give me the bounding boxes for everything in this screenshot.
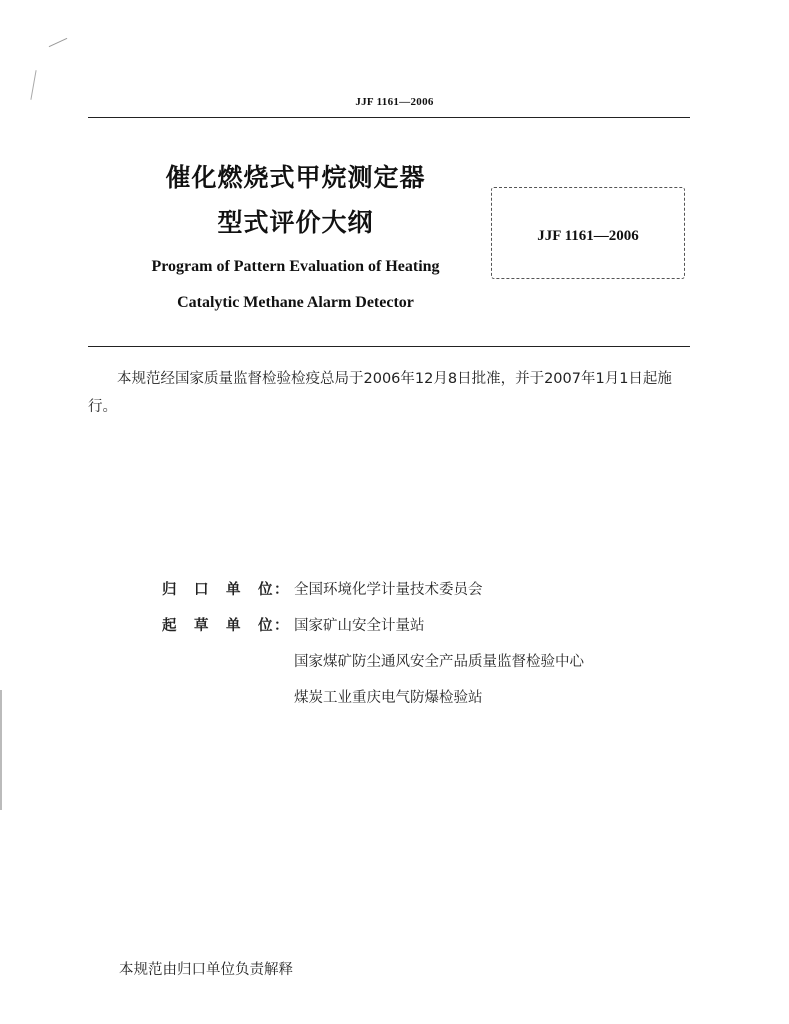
label-char: 草 — [194, 618, 209, 634]
label-char: 单 — [226, 582, 241, 598]
document-header-code: JJF 1161—2006 — [355, 96, 434, 108]
drafting-unit-value-3: 煤炭工业重庆电气防爆检验站 — [294, 690, 483, 706]
interpretation-note: 本规范由归口单位负责解释 — [119, 962, 293, 978]
title-english-line1: Program of Pattern Evaluation of Heating — [151, 258, 440, 275]
drafting-unit-value-1: 国家矿山安全计量站 — [294, 618, 425, 634]
title-chinese-line1: 催化燃烧式甲烷测定器 — [165, 163, 426, 192]
scan-artifact — [49, 38, 68, 47]
title-chinese-line2: 型式评价大纲 — [217, 208, 374, 237]
section-rule — [88, 346, 690, 347]
label-char: 单 — [226, 618, 241, 634]
header-rule — [88, 117, 690, 118]
label-char: 位 — [258, 618, 273, 634]
title-english-line2: Catalytic Methane Alarm Detector — [177, 294, 414, 311]
label-char: 口 — [194, 582, 209, 598]
scan-artifact — [0, 690, 2, 810]
label-char: 起 — [162, 618, 177, 634]
responsible-unit-value: 全国环境化学计量技术委员会 — [294, 582, 483, 598]
specification-code-box — [491, 187, 685, 279]
approval-statement: 本规范经国家质量监督检验检疫总局于2006年12月8日批准，并于2007年1月1日起施行。 — [88, 371, 672, 415]
drafting-unit-value-2: 国家煤矿防尘通风安全产品质量监督检验中心 — [294, 654, 584, 670]
label-char: 位 — [258, 582, 273, 598]
label-char: 归 — [162, 582, 177, 598]
specification-code: JJF 1161—2006 — [537, 228, 639, 244]
